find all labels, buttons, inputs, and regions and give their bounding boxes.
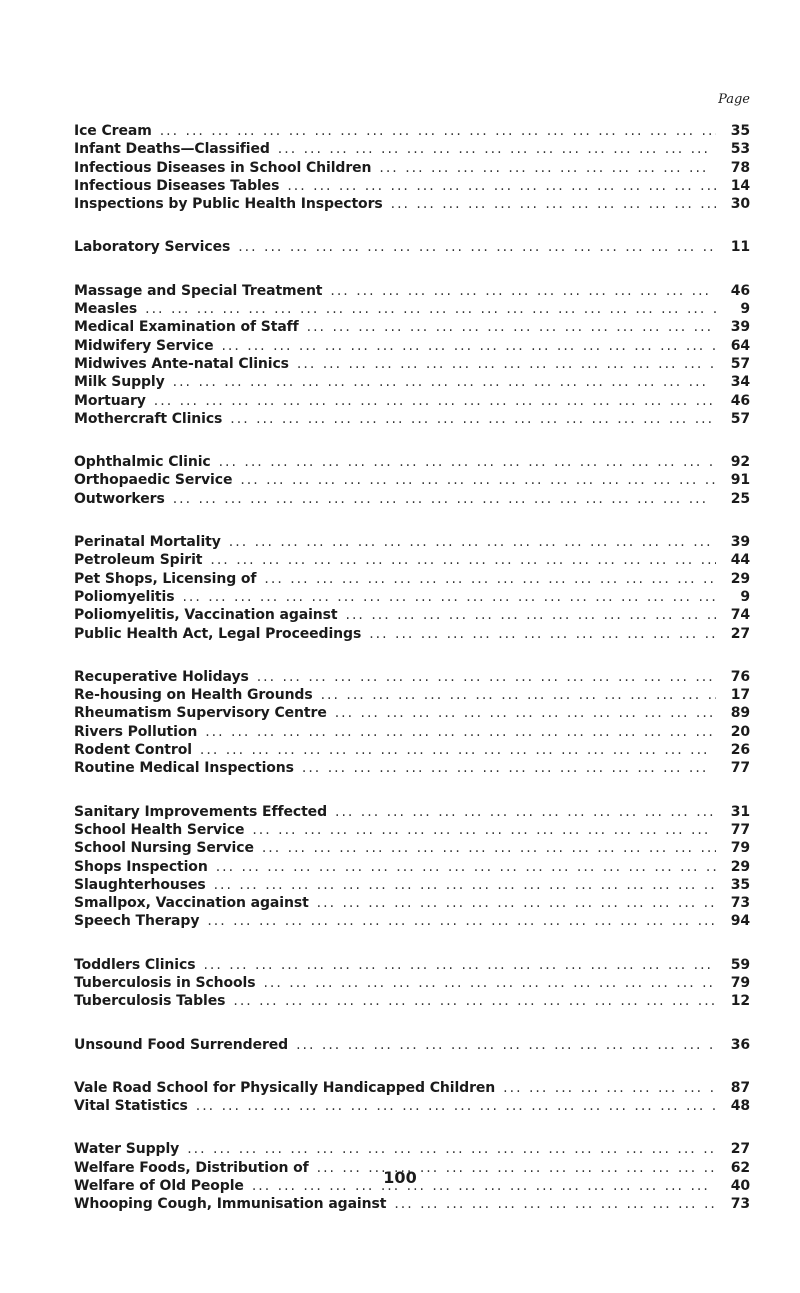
dot-leader: [321, 686, 716, 704]
entry-page: 30: [730, 196, 750, 213]
entry-label: Inspections by Public Health Inspectors: [74, 196, 383, 213]
entry-label: Rivers Pollution: [74, 723, 198, 740]
index-entry: [74, 337, 750, 355]
entry-page: 64: [730, 337, 750, 354]
index-entry: [74, 282, 750, 300]
entry-page: 92: [730, 454, 750, 471]
index-group: [74, 956, 750, 1011]
index-entry: [74, 570, 750, 588]
entry-page: 78: [730, 159, 750, 176]
entry-page: 40: [730, 1178, 750, 1195]
dot-leader: [296, 1036, 716, 1054]
dot-leader: [173, 373, 716, 391]
entry-label: Whooping Cough, Immunisation against: [74, 1196, 387, 1213]
dot-leader: [302, 759, 716, 777]
entry-label: Medical Examination of Staff: [74, 319, 299, 336]
entry-page: 17: [730, 687, 750, 704]
entry-page: 35: [730, 123, 750, 139]
entry-page: 39: [730, 319, 750, 336]
entry-page: 79: [730, 840, 750, 857]
dot-leader: [233, 992, 716, 1010]
index-entry: [74, 238, 750, 256]
entry-page: 20: [730, 723, 750, 740]
entry-page: 25: [730, 490, 750, 507]
dot-leader: [173, 490, 716, 508]
index-entry: [74, 140, 750, 158]
dot-leader: [196, 1097, 716, 1115]
page-column-header: Page: [718, 92, 750, 107]
page-number: 100: [383, 1168, 417, 1187]
entry-label: Slaughterhouses: [74, 876, 206, 893]
entry-page: 29: [730, 858, 750, 875]
index-group: [74, 533, 750, 643]
index-entry: [74, 821, 750, 839]
entry-page: 76: [730, 668, 750, 685]
index-entry: [74, 551, 750, 569]
index-entry: [74, 625, 750, 643]
dot-leader: [230, 410, 716, 428]
entry-page: 53: [730, 141, 750, 158]
dot-leader: [210, 551, 716, 569]
index-entry: [74, 177, 750, 195]
entry-label: School Health Service: [74, 821, 245, 838]
entry-label: Public Health Act, Legal Proceedings: [74, 625, 362, 642]
index-entry: [74, 355, 750, 373]
index-entry: [74, 992, 750, 1010]
entry-label: Massage and Special Treatment: [74, 282, 323, 299]
index-entry: [74, 668, 750, 686]
index-group: [74, 803, 750, 931]
entry-label: Infectious Diseases Tables: [74, 177, 280, 194]
entry-page: 79: [730, 974, 750, 991]
dot-leader: [262, 839, 716, 857]
index-entry: [74, 1195, 750, 1213]
dot-leader: [145, 300, 716, 318]
dot-leader: [317, 894, 716, 912]
dot-leader: [221, 337, 716, 355]
entry-label: Tuberculosis in Schools: [74, 974, 256, 991]
dot-leader: [160, 122, 716, 140]
entry-label: Welfare Foods, Distribution of: [74, 1159, 309, 1176]
entry-label: Outworkers: [74, 490, 165, 507]
dot-leader: [238, 238, 716, 256]
dot-leader: [257, 668, 716, 686]
entry-page: 48: [730, 1098, 750, 1115]
dot-leader: [182, 588, 716, 606]
entry-page: 39: [730, 534, 750, 551]
dot-leader: [200, 741, 716, 759]
dot-leader: [346, 606, 716, 624]
index-entry: [74, 1079, 750, 1097]
index-entry: [74, 759, 750, 777]
entry-label: Orthopaedic Service: [74, 472, 233, 489]
entry-label: Tuberculosis Tables: [74, 993, 226, 1010]
entry-page: 91: [730, 472, 750, 489]
entry-page: 34: [730, 374, 750, 391]
dot-leader: [216, 858, 716, 876]
dot-leader: [203, 956, 716, 974]
index-entry: [74, 858, 750, 876]
dot-leader: [297, 355, 716, 373]
entry-label: Infectious Diseases in School Children: [74, 159, 372, 176]
index-entry: [74, 704, 750, 722]
index-entry: [74, 876, 750, 894]
dot-leader: [391, 195, 716, 213]
dot-leader: [229, 533, 716, 551]
index-entry: [74, 410, 750, 428]
entry-label: Midwives Ante-natal Clinics: [74, 355, 289, 372]
index-group: [74, 122, 750, 213]
index-entry: [74, 195, 750, 213]
entry-label: School Nursing Service: [74, 840, 254, 857]
entry-label: Mortuary: [74, 392, 146, 409]
entry-page: 59: [730, 956, 750, 973]
entry-label: Measles: [74, 301, 138, 318]
entry-page: 31: [730, 803, 750, 820]
index-group: [74, 1036, 750, 1054]
index-group: [74, 238, 750, 256]
entry-page: 73: [730, 895, 750, 912]
entry-label: Water Supply: [74, 1141, 180, 1158]
entry-label: Vale Road School for Physically Handicapped Children: [74, 1079, 496, 1096]
dot-leader: [287, 177, 716, 195]
entry-page: 27: [730, 625, 750, 642]
index-entry: [74, 894, 750, 912]
entry-label: Sanitary Improvements Effected: [74, 803, 327, 820]
entry-page: 26: [730, 742, 750, 759]
index-entry: [74, 533, 750, 551]
entry-label: Toddlers Clinics: [74, 956, 196, 973]
entry-page: 87: [730, 1079, 750, 1096]
index-entry: [74, 392, 750, 410]
dot-leader: [263, 974, 716, 992]
index-entry: [74, 159, 750, 177]
entry-label: Poliomyelitis: [74, 588, 175, 605]
index-entry: [74, 956, 750, 974]
entry-label: Welfare of Old People: [74, 1178, 244, 1195]
index-entry: [74, 686, 750, 704]
entry-label: Recuperative Holidays: [74, 668, 249, 685]
entry-page: 77: [730, 821, 750, 838]
dot-leader: [307, 318, 716, 336]
entry-label: Petroleum Spirit: [74, 552, 203, 569]
entry-page: 9: [740, 588, 750, 605]
entry-label: Mothercraft Clinics: [74, 410, 223, 427]
entry-page: 74: [730, 607, 750, 624]
index-group: [74, 668, 750, 778]
entry-page: 89: [730, 705, 750, 722]
entry-label: Ice Cream: [74, 123, 152, 139]
entry-page: 36: [730, 1036, 750, 1053]
index-entry: [74, 122, 750, 140]
dot-leader: [264, 570, 716, 588]
dot-leader: [330, 282, 716, 300]
entry-page: 46: [730, 282, 750, 299]
index-entry: [74, 1097, 750, 1115]
entry-label: Midwifery Service: [74, 337, 214, 354]
dot-leader: [207, 912, 716, 930]
index-group: [74, 453, 750, 508]
entry-page: 73: [730, 1196, 750, 1213]
dot-leader: [205, 723, 716, 741]
index-list: [74, 122, 750, 1239]
entry-page: 12: [730, 993, 750, 1010]
entry-page: 62: [730, 1159, 750, 1176]
index-entry: [74, 839, 750, 857]
index-group: [74, 282, 750, 428]
index-entry: [74, 373, 750, 391]
index-entry: [74, 588, 750, 606]
index-entry: [74, 723, 750, 741]
entry-page: 46: [730, 392, 750, 409]
index-entry: [74, 803, 750, 821]
index-entry: [74, 1036, 750, 1054]
entry-label: Pet Shops, Licensing of: [74, 570, 257, 587]
index-entry: [74, 974, 750, 992]
entry-label: Smallpox, Vaccination against: [74, 895, 309, 912]
entry-label: Rheumatism Supervisory Centre: [74, 705, 327, 722]
index-entry: [74, 471, 750, 489]
entry-label: Poliomyelitis, Vaccination against: [74, 607, 338, 624]
index-entry: [74, 453, 750, 471]
entry-page: 57: [730, 355, 750, 372]
entry-label: Laboratory Services: [74, 239, 231, 256]
dot-leader: [252, 821, 716, 839]
index-entry: [74, 741, 750, 759]
entry-label: Unsound Food Surrendered: [74, 1036, 289, 1053]
dot-leader: [187, 1140, 716, 1158]
dot-leader: [335, 704, 716, 722]
index-entry: [74, 490, 750, 508]
dot-leader: [335, 803, 716, 821]
entry-page: 27: [730, 1141, 750, 1158]
entry-page: 35: [730, 876, 750, 893]
index-entry: [74, 300, 750, 318]
index-group: [74, 1079, 750, 1116]
dot-leader: [394, 1195, 716, 1213]
entry-page: 9: [740, 301, 750, 318]
entry-page: 57: [730, 410, 750, 427]
entry-label: Perinatal Mortality: [74, 534, 221, 551]
entry-label: Re-housing on Health Grounds: [74, 687, 313, 704]
dot-leader: [240, 471, 716, 489]
dot-leader: [369, 625, 716, 643]
entry-label: Ophthalmic Clinic: [74, 454, 211, 471]
entry-label: Routine Medical Inspections: [74, 760, 294, 777]
entry-label: Infant Deaths—Classified: [74, 141, 270, 158]
entry-page: 11: [730, 239, 750, 256]
entry-label: Vital Statistics: [74, 1098, 188, 1115]
entry-label: Speech Therapy: [74, 913, 200, 930]
dot-leader: [379, 159, 716, 177]
index-entry: [74, 912, 750, 930]
entry-label: Milk Supply: [74, 374, 165, 391]
entry-page: 77: [730, 760, 750, 777]
dot-leader: [503, 1079, 716, 1097]
entry-page: 29: [730, 570, 750, 587]
index-entry: [74, 1140, 750, 1158]
dot-leader: [214, 876, 716, 894]
index-entry: [74, 606, 750, 624]
entry-page: 44: [730, 552, 750, 569]
dot-leader: [154, 392, 716, 410]
dot-leader: [219, 453, 716, 471]
dot-leader: [278, 140, 716, 158]
entry-label: Rodent Control: [74, 742, 192, 759]
index-entry: [74, 318, 750, 336]
entry-page: 94: [730, 913, 750, 930]
entry-label: Shops Inspection: [74, 858, 208, 875]
entry-page: 14: [730, 177, 750, 194]
